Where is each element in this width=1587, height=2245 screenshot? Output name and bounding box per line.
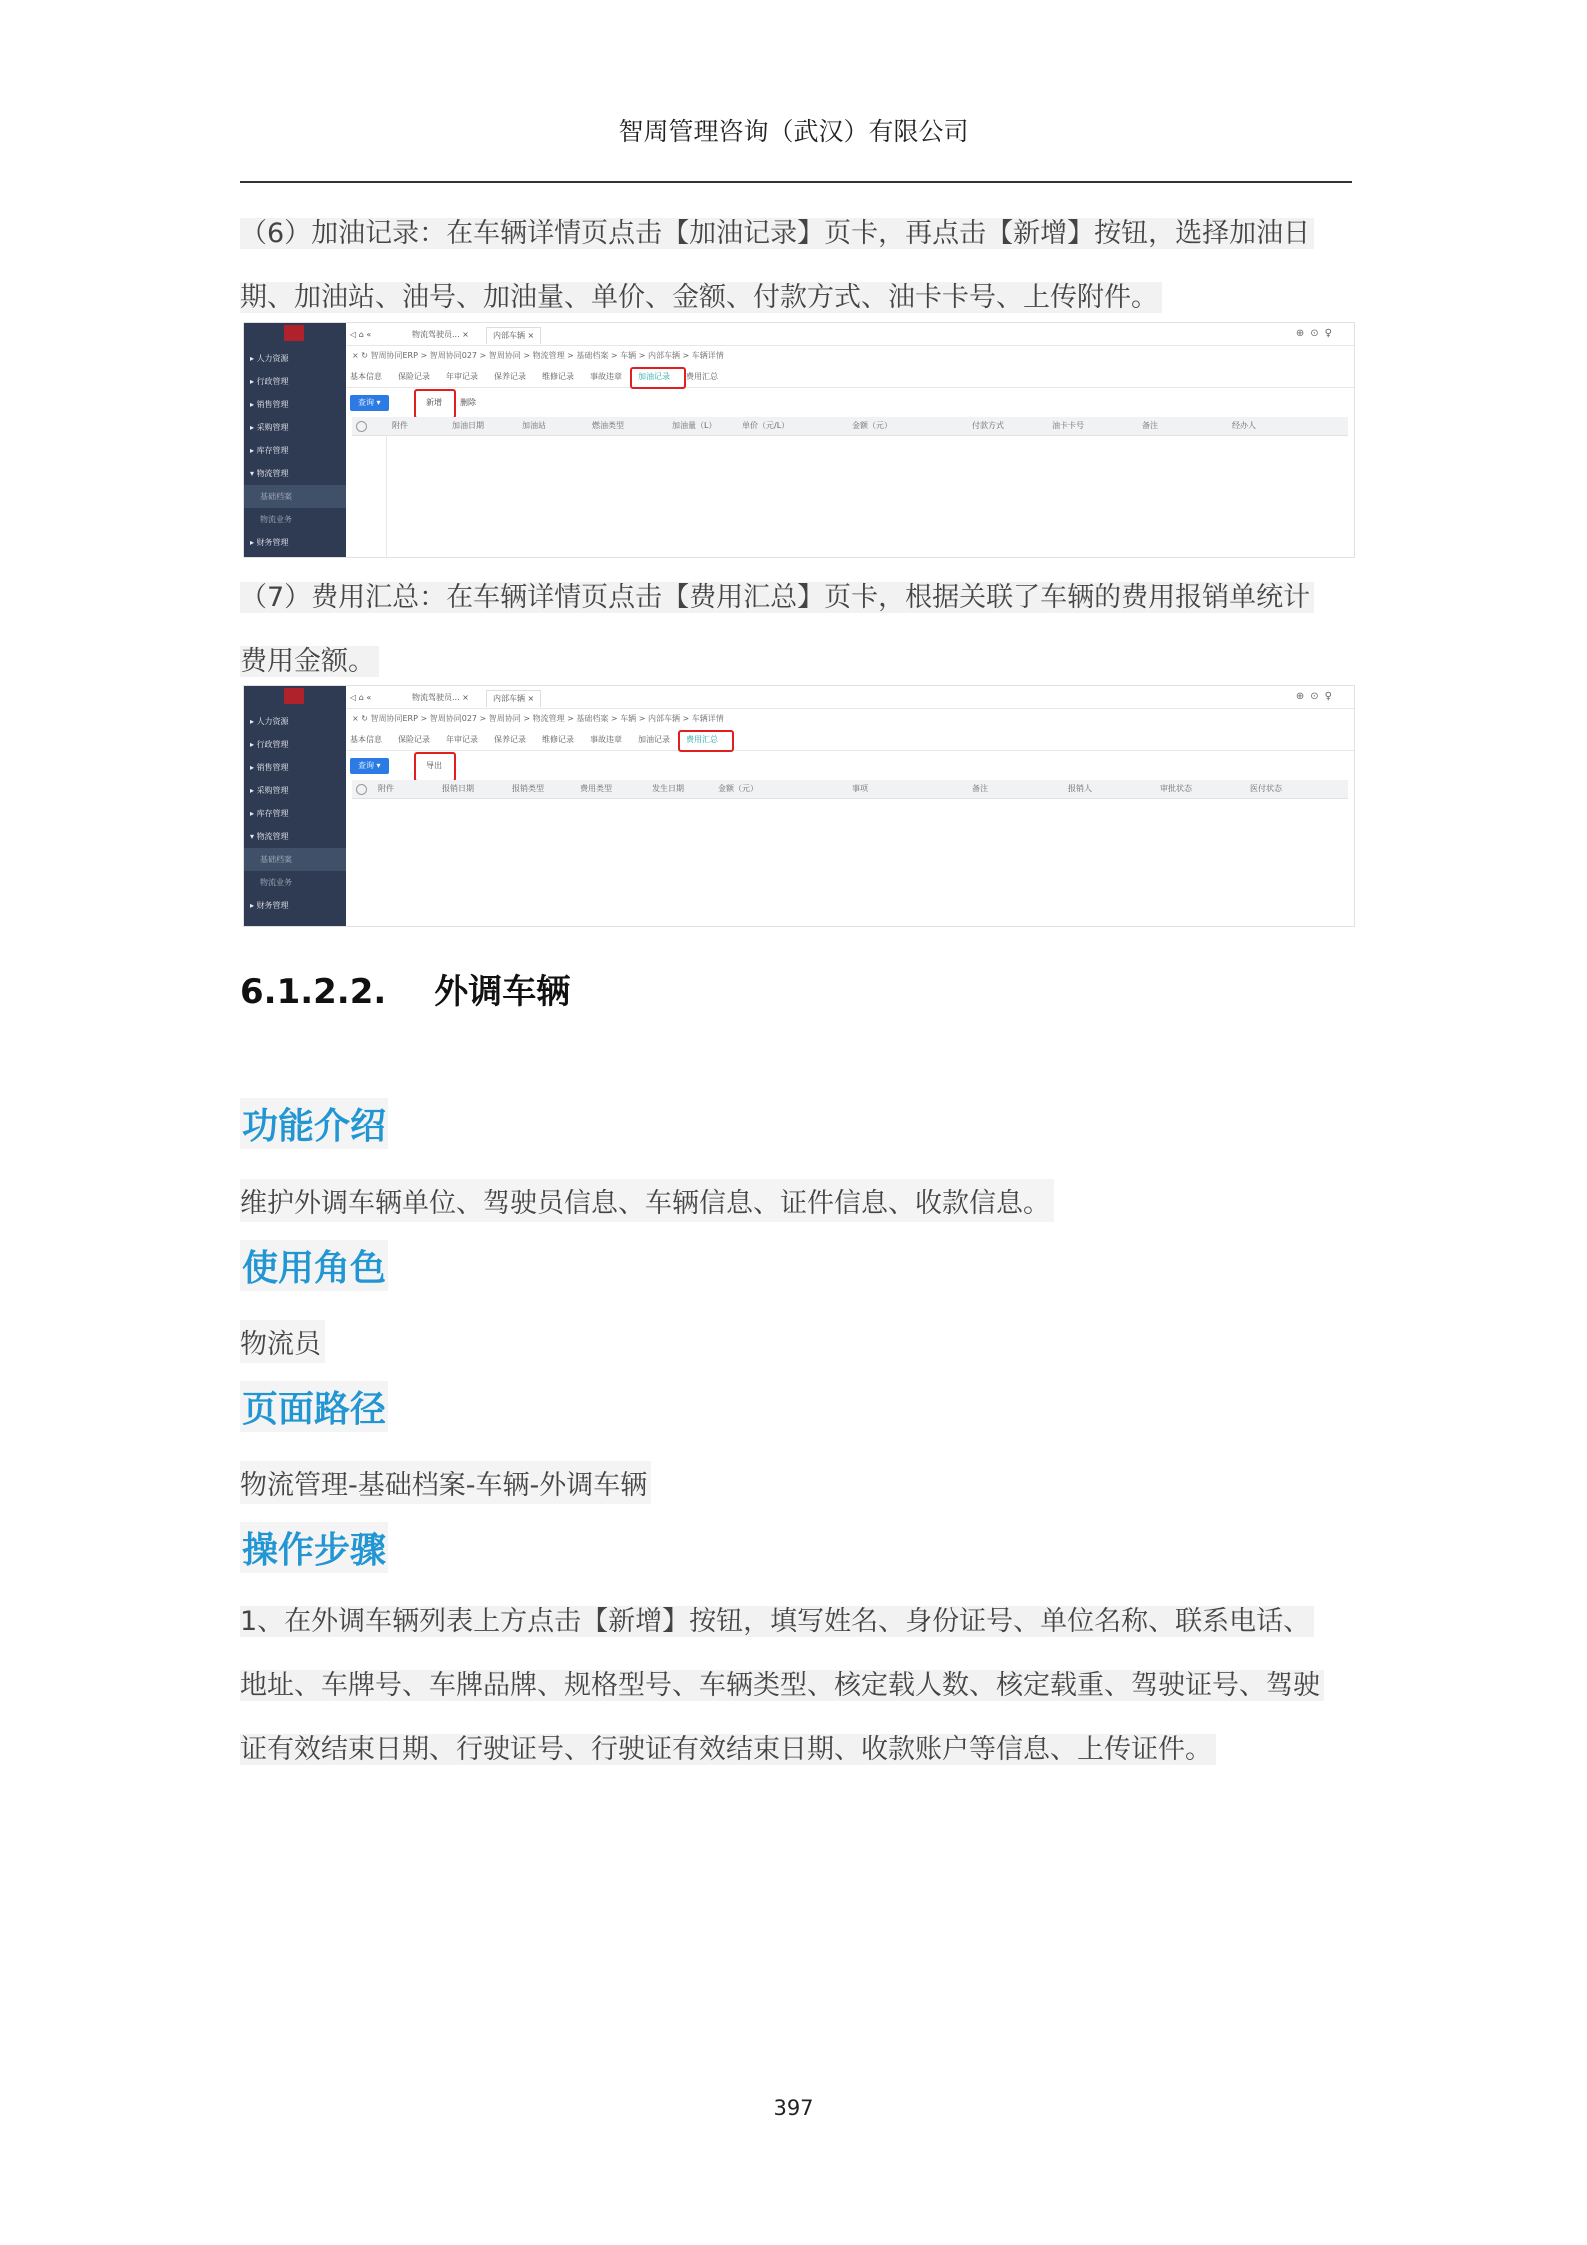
subtab-annual-review[interactable]: 年审记录 (446, 372, 478, 381)
heading-steps: 操作步骤 (240, 1522, 388, 1573)
subtab-accident[interactable]: 事故违章 (590, 735, 622, 744)
sidebar-item[interactable]: ▸ 人力资源 (250, 354, 289, 363)
sidebar-item[interactable]: ▸ 库存管理 (250, 446, 289, 455)
column-header[interactable]: 报销日期 (442, 784, 474, 793)
section-number: 6.1.2.2. (240, 972, 387, 1012)
subtab-maintenance[interactable]: 保养记录 (494, 735, 526, 744)
sidebar-item[interactable]: ▸ 采购管理 (250, 423, 289, 432)
column-header[interactable]: 经办人 (1232, 421, 1256, 430)
app-logo (284, 325, 304, 341)
toolbar-icons[interactable]: ⊕⊙♀ (1295, 328, 1338, 339)
subtab-insurance[interactable]: 保险记录 (398, 372, 430, 381)
sidebar-item[interactable]: ▸ 销售管理 (250, 400, 289, 409)
query-button[interactable]: 查询 ▾ (350, 395, 389, 411)
settings-icon[interactable] (356, 784, 367, 795)
column-header[interactable]: 审批状态 (1160, 784, 1192, 793)
subtab-basic-info[interactable]: 基本信息 (350, 735, 382, 744)
settings-icon[interactable] (356, 421, 367, 432)
subtab-insurance[interactable]: 保险记录 (398, 735, 430, 744)
column-header[interactable]: 加油日期 (452, 421, 484, 430)
tab-driver[interactable]: 物流驾驶员... × (412, 693, 469, 702)
sidebar-subitem[interactable]: 物流业务 (260, 878, 292, 887)
tab-internal-vehicle[interactable]: 内部车辆 × (486, 327, 541, 344)
paragraph-line-text: 1、在外调车辆列表上方点击【新增】按钮，填写姓名、身份证号、单位名称、联系电话、 (240, 1606, 1314, 1637)
sidebar-item[interactable]: ▸ 财务管理 (250, 538, 289, 547)
app-logo (284, 688, 304, 704)
subtab-refuel[interactable]: 加油记录 (638, 735, 670, 744)
main-area (346, 323, 1354, 557)
subtab-expense-summary[interactable]: 费用汇总 (686, 735, 718, 744)
subtab-repair[interactable]: 维修记录 (542, 735, 574, 744)
nav-arrows-icon[interactable]: ◁ ⌂ « (350, 330, 372, 339)
sidebar-item[interactable]: ▸ 行政管理 (250, 740, 289, 749)
subtab-maintenance[interactable]: 保养记录 (494, 372, 526, 381)
column-header[interactable]: 医付状态 (1250, 784, 1282, 793)
section-title: 外调车辆 (434, 972, 571, 1012)
column-header[interactable]: 费用类型 (580, 784, 612, 793)
text-role: 物流员 (240, 1320, 325, 1363)
nav-arrows-icon[interactable]: ◁ ⌂ « (350, 693, 372, 702)
sidebar-subitem[interactable]: 基础档案 (244, 848, 346, 871)
paragraph-line-text: 费用金额。 (240, 646, 379, 677)
text-function-intro: 维护外调车辆单位、驾驶员信息、车辆信息、证件信息、收款信息。 (240, 1179, 1054, 1222)
paragraph-line (240, 1718, 1324, 1782)
table-header (352, 780, 1348, 799)
detail-subtabs (346, 367, 1354, 388)
tab-driver[interactable]: 物流驾驶员... × (412, 330, 469, 339)
column-header[interactable]: 付款方式 (972, 421, 1004, 430)
sidebar-subitem[interactable]: 物流业务 (260, 515, 292, 524)
column-header[interactable]: 油卡卡号 (1052, 421, 1084, 430)
column-header[interactable]: 备注 (972, 784, 988, 793)
screenshot-refuel-record (243, 322, 1355, 558)
column-header[interactable]: 报销类型 (512, 784, 544, 793)
page-header-title: 智周管理咨询（武汉）有限公司 (618, 117, 969, 146)
paragraph-line (240, 1590, 1324, 1654)
paragraph-expense-summary (240, 566, 1314, 694)
sidebar-item[interactable]: ▸ 人力资源 (250, 717, 289, 726)
detail-subtabs (346, 730, 1354, 751)
paragraph-line-text: （7）费用汇总：在车辆详情页点击【费用汇总】页卡，根据关联了车辆的费用报销单统计 (240, 582, 1314, 613)
text-page-path: 物流管理-基础档案-车辆-外调车辆 (240, 1461, 651, 1504)
screenshot-expense-summary (243, 685, 1355, 927)
column-header[interactable]: 单价（元/L） (742, 421, 790, 430)
paragraph-line (240, 1654, 1324, 1718)
tab-bar (346, 323, 1354, 346)
breadcrumb: × ↻ 智周协同ERP > 智周协同027 > 智周协同 > 物流管理 > 基础档案 > 车辆 > 内部车辆 > 车辆详情 (352, 714, 724, 723)
heading-page-path: 页面路径 (240, 1381, 388, 1432)
paragraph-line (240, 566, 1314, 630)
tab-internal-vehicle[interactable]: 内部车辆 × (486, 690, 541, 707)
highlight-box (630, 367, 686, 389)
table-divider (386, 435, 387, 557)
main-area (346, 686, 1354, 926)
subtab-expense-summary[interactable]: 费用汇总 (686, 372, 718, 381)
add-button[interactable]: 新增 (426, 398, 442, 407)
paragraph-line-text: （6）加油记录：在车辆详情页点击【加油记录】页卡，再点击【新增】按钮，选择加油日 (240, 218, 1314, 249)
paragraph-line (240, 266, 1314, 330)
paragraph-line (240, 202, 1314, 266)
column-header[interactable]: 附件 (392, 421, 408, 430)
sidebar (244, 686, 346, 926)
section-heading (240, 964, 570, 1013)
column-header[interactable]: 加油站 (522, 421, 546, 430)
column-header[interactable]: 金额（元） (718, 784, 758, 793)
column-header[interactable]: 事项 (852, 784, 868, 793)
paragraph-refuel-record (240, 202, 1314, 330)
header-rule (240, 181, 1352, 183)
subtab-refuel[interactable]: 加油记录 (638, 372, 670, 381)
column-header[interactable]: 金额（元） (852, 421, 892, 430)
toolbar-icons[interactable]: ⊕⊙♀ (1295, 691, 1338, 702)
export-button[interactable]: 导出 (426, 761, 442, 770)
page-number: 397 (773, 2096, 814, 2120)
sidebar-item[interactable]: ▸ 采购管理 (250, 786, 289, 795)
paragraph-line-text: 证有效结束日期、行驶证号、行驶证有效结束日期、收款账户等信息、上传证件。 (240, 1734, 1216, 1765)
subtab-basic-info[interactable]: 基本信息 (350, 372, 382, 381)
sidebar-item[interactable]: ▸ 财务管理 (250, 901, 289, 910)
column-header[interactable]: 加油量（L） (672, 421, 717, 430)
tab-bar (346, 686, 1354, 709)
paragraph-line-text: 期、加油站、油号、加油量、单价、金额、付款方式、油卡卡号、上传附件。 (240, 282, 1162, 313)
query-button[interactable]: 查询 ▾ (350, 758, 389, 774)
heading-role: 使用角色 (240, 1240, 388, 1291)
sidebar-subitem[interactable]: 基础档案 (244, 485, 346, 508)
delete-button[interactable]: 删除 (460, 398, 476, 407)
paragraph-line-text: 地址、车牌号、车牌品牌、规格型号、车辆类型、核定载人数、核定载重、驾驶证号、驾驶 (240, 1670, 1324, 1701)
sidebar (244, 323, 346, 557)
highlight-box (414, 389, 456, 419)
breadcrumb: × ↻ 智周协同ERP > 智周协同027 > 智周协同 > 物流管理 > 基础档案 > 车辆 > 内部车辆 > 车辆详情 (352, 351, 724, 360)
column-header[interactable]: 备注 (1142, 421, 1158, 430)
subtab-repair[interactable]: 维修记录 (542, 372, 574, 381)
sidebar-item[interactable]: ▸ 库存管理 (250, 809, 289, 818)
paragraph-steps (240, 1590, 1324, 1782)
subtab-accident[interactable]: 事故违章 (590, 372, 622, 381)
sidebar-item[interactable]: ▾ 物流管理 (250, 469, 289, 478)
table-header (352, 417, 1348, 436)
column-header[interactable]: 附件 (378, 784, 394, 793)
column-header[interactable]: 燃油类型 (592, 421, 624, 430)
column-header[interactable]: 发生日期 (652, 784, 684, 793)
sidebar-item[interactable]: ▾ 物流管理 (250, 832, 289, 841)
heading-function-intro: 功能介绍 (240, 1098, 388, 1149)
highlight-box (414, 752, 456, 782)
column-header[interactable]: 报销人 (1068, 784, 1092, 793)
subtab-annual-review[interactable]: 年审记录 (446, 735, 478, 744)
highlight-box (678, 730, 734, 752)
sidebar-item[interactable]: ▸ 行政管理 (250, 377, 289, 386)
sidebar-item[interactable]: ▸ 销售管理 (250, 763, 289, 772)
